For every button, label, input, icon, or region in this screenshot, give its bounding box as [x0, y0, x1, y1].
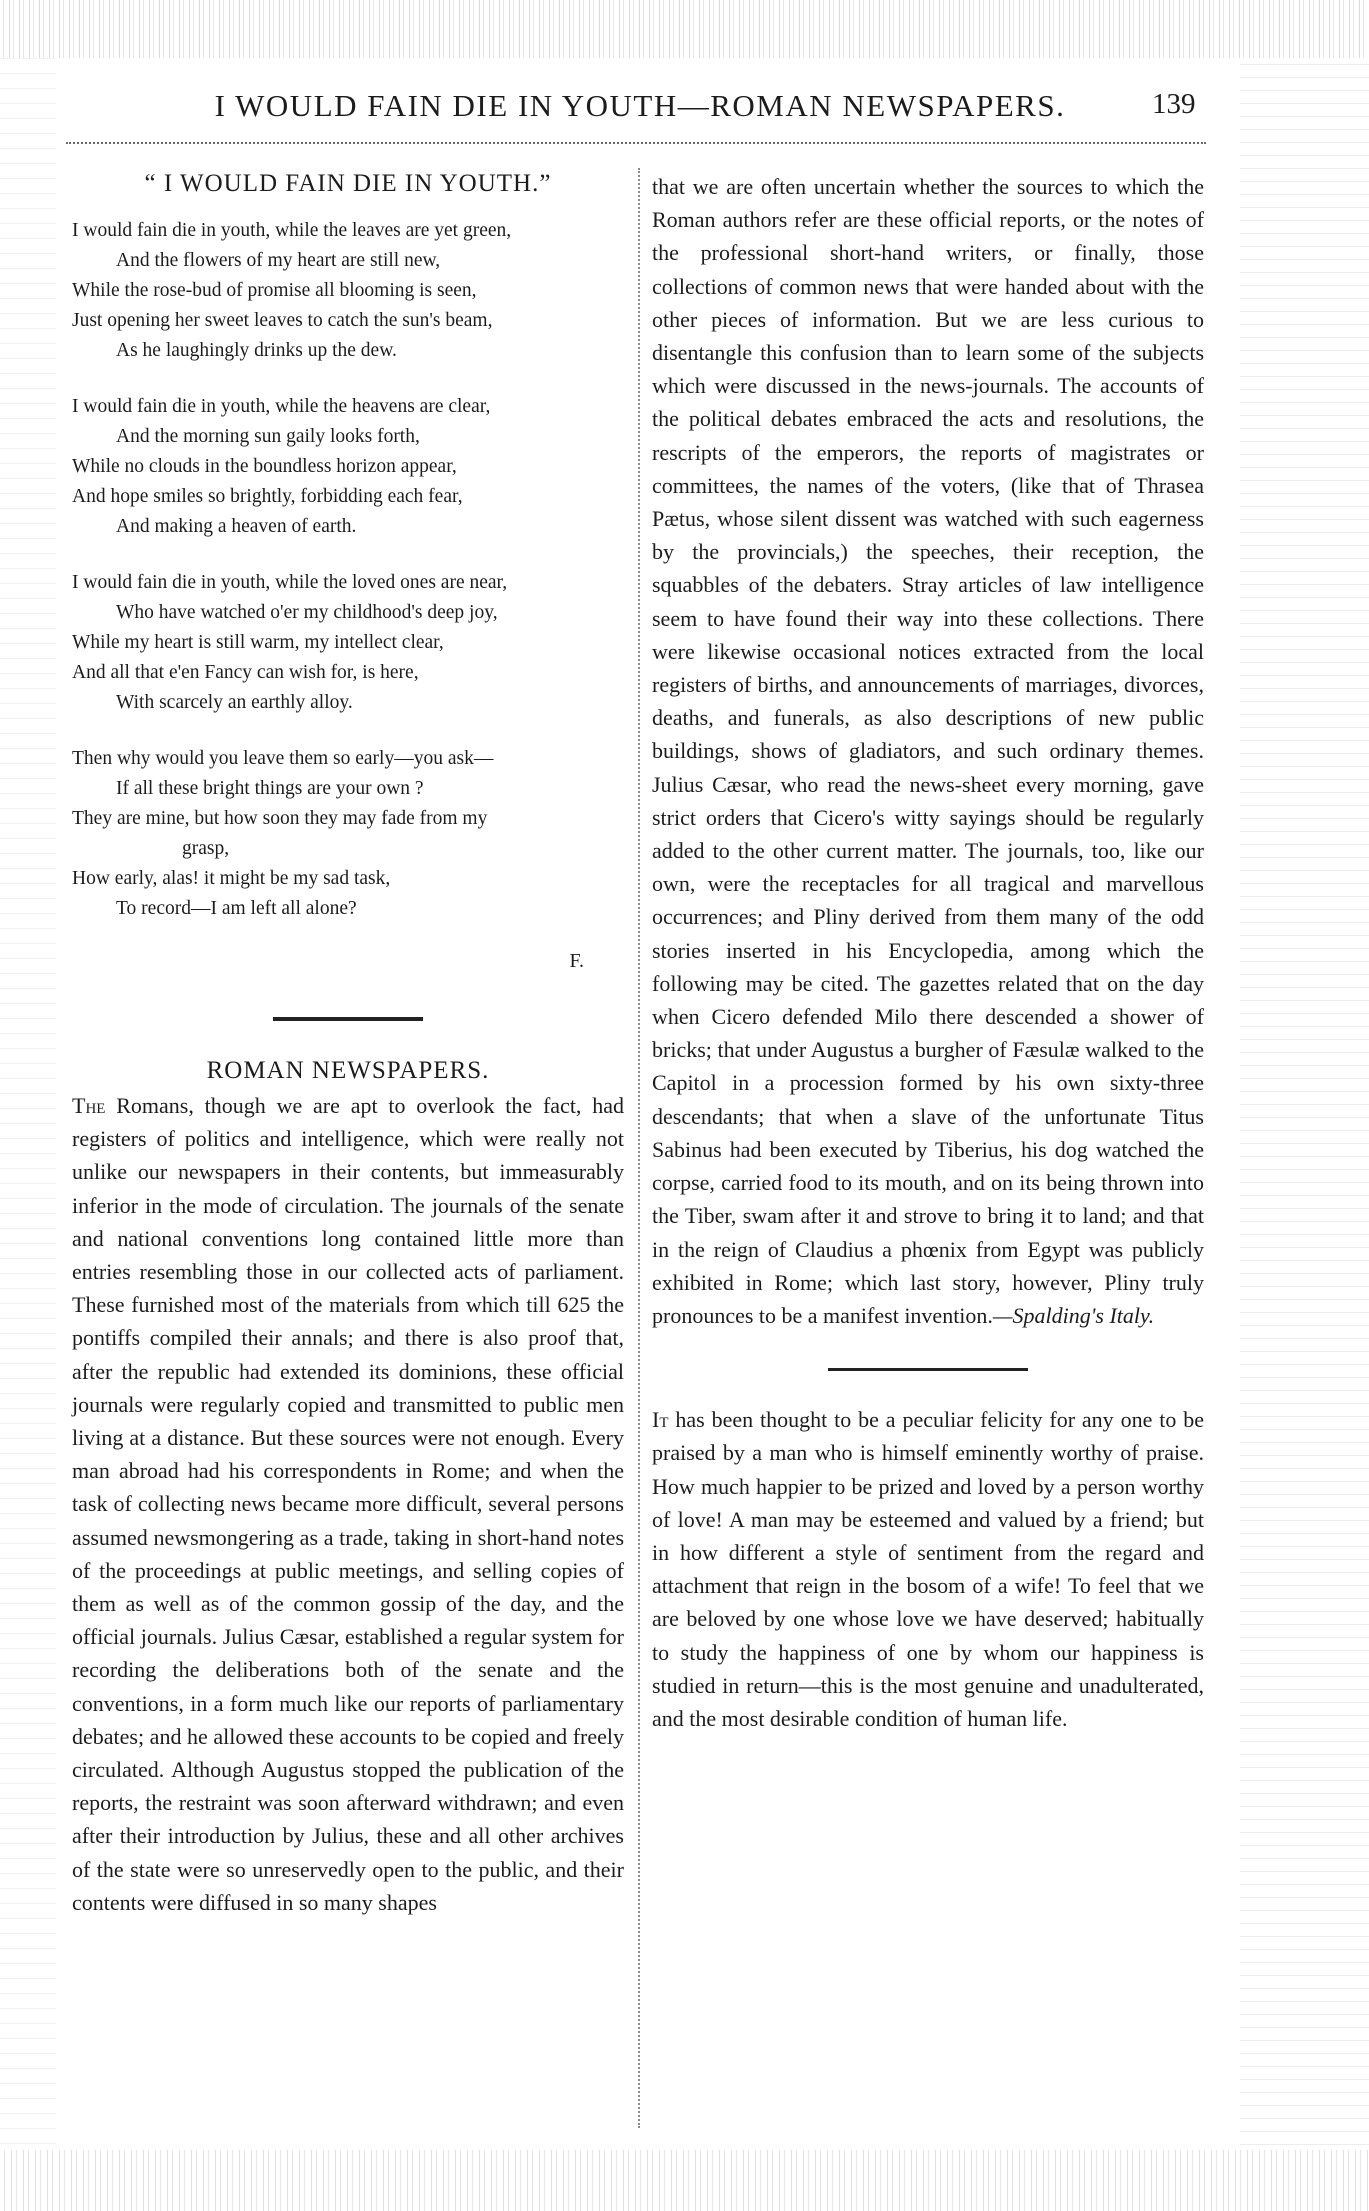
- scan-noise-bottom: [0, 2150, 1369, 2211]
- poem-line: While no clouds in the boundless horizon appear,: [72, 456, 457, 477]
- running-title: I WOULD FAIN DIE IN YOUTH—ROMAN NEWSPAPERS.: [214, 88, 1066, 123]
- poem-line: They are mine, but how soon they may fade from my: [72, 808, 488, 829]
- right-column: [652, 170, 1204, 1735]
- poem-line: While the rose-bud of promise all blooming is seen,: [72, 280, 477, 301]
- article-text-right: [652, 170, 1204, 1332]
- felicity-body: has been thought to be a peculiar felicity for any one to be praised by a man who is himself eminently worthy of praise. How much happier to be prized and loved by a person worthy of love! A man may be esteemed and valued by a friend; but in how different a style of sentiment from the regard and attachment that reign in the bosom of a wife! To feel that we are beloved by one whose love we have deserved; habitually to study the happiness of one by whom our happiness is studied in return—this is the most genuine and unadulterated, and the most desirable condition of human life.: [652, 1407, 1204, 1731]
- poem-stanza-4: [72, 744, 624, 924]
- poem-stanza-2: [72, 392, 624, 542]
- poem-line: With scarcely an earthly alloy.: [116, 692, 353, 713]
- article-body-right: that we are often uncertain whether the sources to which the Roman authors refer are these official reports, or the notes of the professional short-hand writers, or finally, those collections of common news that were handed about with the other pieces of information. But we are less curious to disentangle this confusion than to learn some of the subjects which were discussed in the news-journals. The accounts of the political debates embraced the acts and resolutions, the rescripts of the emperors, the reports of magistrates or committees, the names of the voters, (like that of Thrasea Pætus, whose silent dissent was watched with such eagerness by the provincials,) the speeches, their reception, the squabbles of the debaters. Stray articles of law intelligence seem to have found their way into these collections. There were likewise occasional notices extracted from the local registers of births, and announcements of marriages, divorces, deaths, and funerals, as also descriptions of new public buildings, shows of gladiators, and such ordinary themes. Julius Cæsar, who read the news-sheet every morning, gave strict orders that Cicero's witty sayings should be regularly added to the other current matter. The journals, too, like our own, were the receptacles for all tragical and marvellous occurrences; and Pliny derived from them many of the odd stories inserted in his Encyclopedia, among which the following may be cited. The gazettes related that on the day when Cicero defended Milo there descended a shower of bricks; that under Augustus a burgher of Fæsulæ walked to the Capitol in a procession formed by his own sixty-three descendants; that when a slave of the unfortunate Titus Sabinus had been executed by Tiberius, his dog watched the corpse, carried food to its mouth, and on its being thrown into the Tiber, swam after it and strove to bring it to land; and that in the reign of Claudius a phœnix from Egypt was publicly exhibited in Rome; which last story, however, Pliny truly pronounces to be a manifest invention.: [652, 174, 1204, 1328]
- header-rule: [66, 142, 1206, 144]
- section-separator: [273, 1017, 423, 1021]
- poem-title: “ I WOULD FAIN DIE IN YOUTH.”: [144, 170, 552, 197]
- poem-line: Then why would you leave them so early—you ask—: [72, 748, 494, 769]
- article-title: ROMAN NEWSPAPERS.: [206, 1057, 490, 1084]
- poem-line: And the morning sun gaily looks forth,: [116, 426, 420, 447]
- poem-line: And making a heaven of earth.: [116, 516, 357, 537]
- page-number: 139: [1152, 88, 1196, 120]
- scan-noise-right: [1240, 58, 1369, 2150]
- poem-line: And hope smiles so brightly, forbidding each fear,: [72, 486, 463, 507]
- poem-stanza-3: [72, 568, 624, 718]
- poem-line: grasp,: [182, 838, 230, 859]
- article-text-left: [72, 1089, 624, 1919]
- poem-line: To record—I am left all alone?: [116, 898, 357, 919]
- poem-stanza-1: [72, 216, 624, 366]
- poem-line: And all that e'en Fancy can wish for, is here,: [72, 662, 419, 683]
- felicity-dropcap: It: [652, 1407, 669, 1433]
- poem-line: I would fain die in youth, while the loved ones are near,: [72, 572, 508, 593]
- scan-noise-left: [0, 58, 56, 2150]
- column-divider: [638, 168, 640, 2128]
- section-separator: [828, 1368, 1028, 1371]
- poem-signature: F.: [569, 950, 584, 972]
- poem-line: As he laughingly drinks up the dew.: [116, 340, 397, 361]
- poem-line: How early, alas! it might be my sad task,: [72, 868, 391, 889]
- poem-line: I would fain die in youth, while the heavens are clear,: [72, 396, 491, 417]
- article-body-left: Romans, though we are apt to overlook the fact, had registers of politics and intelligence, which were really not unlike our newspapers in their contents, but immeasurably inferior in the mode of circulation. The journals of the senate and national conventions long contained little more than entries resembling those in our collected acts of parliament. These furnished most of the materials from which till 625 the pontiffs compiled their annals; and there is also proof that, after the republic had extended its dominions, these official journals were regularly copied and transmitted to public men living at a distance. But these sources were not enough. Every man abroad had his correspondents in Rome; and when the task of collecting news became more difficult, several persons assumed newsmongering as a trade, taking in short-hand notes of the proceedings at public meetings, and selling copies of them as well as of the common gossip of the day, and the official journals. Julius Cæsar, established a regular system for recording the deliberations both of the senate and the conventions, in a form much like our reports of parliamentary debates; and he allowed these accounts to be copied and freely circulated. Although Augustus stopped the publication of the reports, the restraint was soon afterward withdrawn; and even after their introduction by Julius, these and all other archives of the state were so unreservedly open to the public, and their contents were diffused in so many shapes: [72, 1093, 624, 1915]
- poem-line: Just opening her sweet leaves to catch the sun's beam,: [72, 310, 493, 331]
- article-source: —Spalding's Italy.: [992, 1302, 1155, 1328]
- poem-line: If all these bright things are your own ?: [116, 778, 424, 799]
- poem-line: I would fain die in youth, while the leaves are yet green,: [72, 220, 512, 241]
- scan-noise-top: [0, 0, 1369, 58]
- article-dropcap: The: [72, 1093, 106, 1118]
- poem-line: While my heart is still warm, my intellect clear,: [72, 632, 444, 653]
- felicity-paragraph: [652, 1403, 1204, 1735]
- poem-line: And the flowers of my heart are still new,: [116, 250, 441, 271]
- poem-line: Who have watched o'er my childhood's deep joy,: [116, 602, 498, 623]
- left-column: [72, 170, 624, 1919]
